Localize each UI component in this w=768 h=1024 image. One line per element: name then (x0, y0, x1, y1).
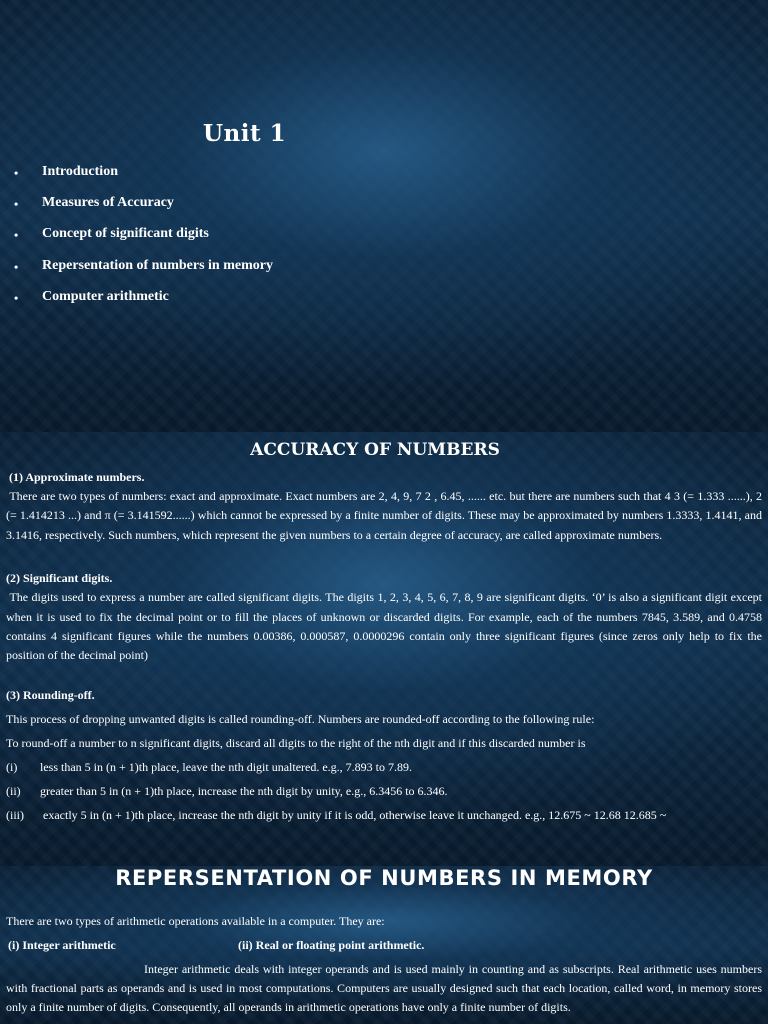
rule-item (6, 804, 762, 828)
section-heading (6, 468, 762, 487)
section-heading: (3) Rounding-off. (6, 687, 95, 702)
list-item (14, 289, 273, 320)
rule-text: greater than 5 in (n + 1)th place, increase the nth digit by unity, e.g., 6.3456 to 6.346. (40, 783, 448, 798)
slide-accuracy-of-numbers (0, 432, 768, 866)
topic-label: Repersentation of numbers in memory (42, 257, 273, 273)
approx-text: There are two types of numbers: exact and approximate. Exact numbers are 2, 4, 9, 7 2 , 6.45, ...... etc. but there are numbers such that 4 3 (= 1.333 ......), 2 (= 1.414213 ...) and π (= 3.141592......) which cannot be expressed by a finite number of digits. These may be approximated by numbers 1.3333, 1.4141, and 3.1416, respectively. Such numbers, which represent the given numbers to a certain degree of accuracy, are called approximate numbers. (6, 489, 763, 542)
spacer (6, 545, 762, 569)
rule-item (6, 780, 762, 804)
significant-paragraph (6, 588, 762, 666)
list-item (14, 226, 273, 257)
type-real: (ii) Real or floating point arithmetic. (238, 938, 425, 952)
slide-body (6, 468, 762, 828)
list-item (14, 164, 273, 195)
bullet-icon: • (14, 290, 19, 305)
bullet-icon: • (14, 259, 19, 274)
arithmetic-types (6, 932, 762, 958)
unit-title: Unit 1 (203, 120, 287, 147)
rule-text: less than 5 in (n + 1)th place, leave the nth digit unaltered. e.g., 7.893 to 7.89. (40, 759, 413, 774)
topic-list (14, 164, 273, 320)
topic-label: Concept of significant digits (42, 226, 209, 242)
rounding-line: To round-off a number to n significant digits, discard all digits to the right of the nth digit and if this discarded number is (6, 735, 586, 750)
rounding-line: This process of dropping unwanted digits is called rounding-off. Numbers are rounded-off according to the following rule: (6, 711, 595, 726)
slide-title: REPERSENTATION OF NUMBERS IN MEMORY (115, 866, 653, 890)
list-item (14, 258, 273, 289)
rule-number: (i) (6, 759, 18, 774)
rule-number: (ii) (6, 783, 21, 798)
type-integer: (i) Integer arithmetic (8, 938, 116, 952)
topic-label: Introduction (42, 164, 118, 179)
topic-label: Computer arithmetic (42, 288, 169, 304)
rule-text: exactly 5 in (n + 1)th place, increase the nth digit by unity if it is odd, otherwise leave it unchanged. e.g., 12.675 ~ 12.68 12.685 ~ (43, 807, 667, 822)
rule-number: (iii) (6, 807, 24, 822)
bullet-icon: • (14, 166, 19, 180)
slide-representation-of-numbers (0, 866, 768, 1024)
approx-heading-text: (1) Approximate numbers. (9, 470, 145, 484)
arithmetic-paragraph: Integer arithmetic deals with integer operands and is used mainly in counting and as subscripts. Real arithmetic uses numbers with fractional parts as operands and is used in most computations. Computers are usually designed such that each location, called word, in memory stores only a finite number of digits. Consequently, all operands in arithmetic operations have only a finite number of digits. (6, 962, 762, 1014)
section-heading: (2) Significant digits. (6, 571, 113, 586)
topic-label: Measures of Accuracy (42, 195, 174, 211)
bullet-icon: • (14, 197, 19, 212)
slide-unit-1 (0, 0, 768, 432)
list-item (14, 195, 273, 226)
bullet-icon: • (14, 228, 19, 243)
approx-paragraph (6, 487, 762, 545)
rule-item (6, 756, 762, 780)
significant-text: The digits used to express a number are called significant digits. The digits 1, 2, 3, 4, 5, 6, 7, 8, 9 are significant digits. ‘0’ is also a significant digit except when it is used to fix the decimal point or to fill the places of unknown or discarded digits. For example, each of the numbers 7845, 3.589, and 0.4758 contains 4 significant figures while the numbers 0.00386, 0.000587, 0.0000296 contain only three significant figures (since zeros only help to fix the position of the decimal point) (6, 590, 762, 663)
spacer (6, 666, 762, 686)
intro-line: There are two types of arithmetic operations available in a computer. They are: (6, 914, 385, 928)
slide-title: ACCURACY OF NUMBERS (250, 440, 500, 460)
slide-body (6, 910, 762, 1017)
